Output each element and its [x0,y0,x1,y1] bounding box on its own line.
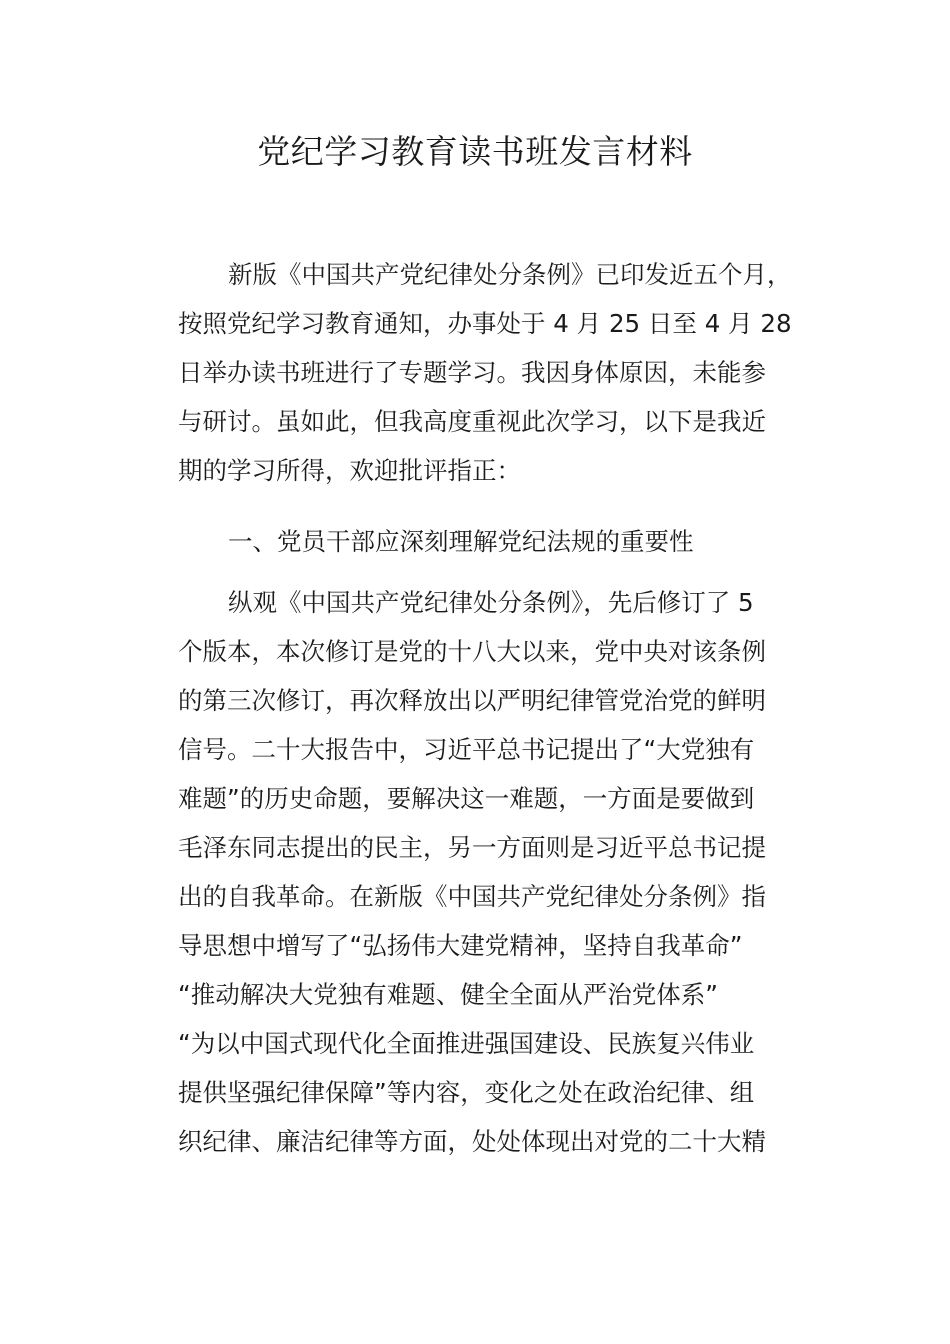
text-line: 毛泽东同志提出的民主，另一方面则是习近平总书记提 [178,833,766,862]
text-line: 新版《中国共产党纪律处分条例》已印发近五个月， [228,260,792,289]
text-line: 期的学习所得，欢迎批评指正： [178,456,521,485]
paragraph-intro [178,250,818,495]
text-line: “推动解决大党独有难题、健全全面从严治党体系” [178,980,718,1009]
text-line: 提供坚强纪律保障”等内容，变化之处在政治纪律、组 [178,1078,755,1107]
text-line: 难题”的历史命题，要解决这一难题，一方面是要做到 [178,784,755,813]
text-line: “为以中国式现代化全面推进强国建设、民族复兴伟业 [178,1029,755,1058]
text-line: 织纪律、廉洁纪律等方面，处处体现出对党的二十大精 [178,1127,766,1156]
text-line: 信号。二十大报告中，习近平总书记提出了“大党独有 [178,735,755,764]
document-title: 党纪学习教育读书班发言材料 [257,132,693,171]
text-line: 与研讨。虽如此，但我高度重视此次学习，以下是我近 [178,407,766,436]
section-heading [178,517,818,566]
text-line: 导思想中增写了“弘扬伟大建党精神，坚持自我革命” [178,931,743,960]
text-line: 的第三次修订，再次释放出以严明纪律管党治党的鲜明 [178,686,766,715]
paragraph-section-one [178,578,818,1166]
text-line: 日举办读书班进行了专题学习。我因身体原因，未能参 [178,358,766,387]
text-line: 按照党纪学习教育通知，办事处于 4 月 25 日至 4 月 28 [178,309,792,338]
text-line: 个版本，本次修订是党的十八大以来，党中央对该条例 [178,637,766,666]
text-line: 纵观《中国共产党纪律处分条例》，先后修订了 5 [228,588,754,617]
section-heading-text: 一、党员干部应深刻理解党纪法规的重要性 [228,527,694,556]
text-line: 出的自我革命。在新版《中国共产党纪律处分条例》指 [178,882,766,911]
